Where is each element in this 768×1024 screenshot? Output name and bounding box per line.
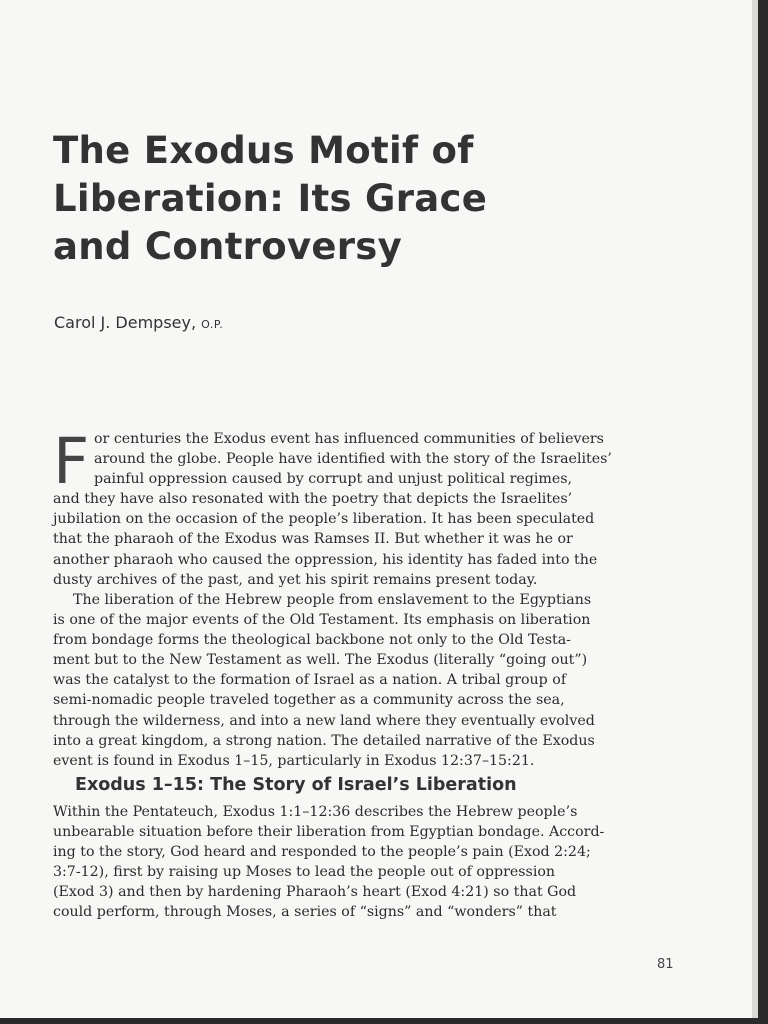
text-line: into a great kingdom, a strong nation. The detailed narrative of the Exodus — [53, 732, 595, 749]
text-line: through the wilderness, and into a new land where they eventually evolved — [53, 712, 595, 729]
paragraph-intro — [53, 425, 612, 590]
text-line: or centuries the Exodus event has influenced communities of believers — [94, 431, 604, 447]
text-line: jubilation on the occasion of the people’s liberation. It has been speculated — [53, 511, 595, 528]
title-line: Liberation: Its Grace — [53, 177, 488, 220]
text-line: ing to the story, God heard and responded to the people’s pain (Exod 2:24; — [53, 844, 591, 861]
text-line: semi-nomadic people traveled together as a community across the sea, — [53, 692, 565, 709]
author-name: Carol J. Dempsey, — [54, 313, 197, 332]
text-line: The liberation of the Hebrew people from enslavement to the Egyptians — [73, 592, 592, 608]
paragraph-pentateuch — [53, 802, 604, 923]
text-line: was the catalyst to the formation of Israel as a nation. A tribal group of — [53, 672, 567, 689]
text-line: 3:7-12), first by raising up Moses to lead the people out of oppression — [53, 864, 556, 881]
article-title — [53, 127, 613, 271]
title-line: The Exodus Motif of — [53, 129, 474, 172]
text-line: painful oppression caused by corrupt and unjust political regimes, — [94, 471, 573, 488]
drop-cap: F — [53, 425, 90, 498]
author-byline — [54, 313, 223, 332]
text-line: and they have also resonated with the poetry that depicts the Israelites’ — [53, 491, 573, 508]
text-line: event is found in Exodus 1–15, particularly in Exodus 12:37–15:21. — [53, 752, 535, 769]
text-line: is one of the major events of the Old Testament. Its emphasis on liberation — [53, 612, 591, 629]
text-line: from bondage forms the theological backbone not only to the Old Testa- — [53, 632, 571, 649]
section-heading: Exodus 1–15: The Story of Israel’s Liberation — [75, 775, 517, 795]
text-line: another pharaoh who caused the oppression, his identity has faded into the — [53, 551, 598, 568]
text-line: (Exod 3) and then by hardening Pharaoh’s heart (Exod 4:21) so that God — [53, 884, 577, 901]
text-line: dusty archives of the past, and yet his spirit remains present today. — [53, 571, 538, 588]
author-religious-order: O.P. — [201, 318, 224, 331]
page-number: 81 — [657, 957, 674, 972]
text-line: Within the Pentateuch, Exodus 1:1–12:36 describes the Hebrew people’s — [53, 804, 578, 820]
text-line: could perform, through Moses, a series of “signs” and “wonders” that — [53, 904, 557, 921]
text-line: unbearable situation before their liberation from Egyptian bondage. Accord- — [53, 824, 605, 841]
text-line: around the globe. People have identified with the story of the Israelites’ — [94, 451, 612, 468]
text-line: that the pharaoh of the Exodus was Ramses II. But whether it was he or — [53, 531, 573, 548]
text-line: ment but to the New Testament as well. The Exodus (literally “going out”) — [53, 652, 588, 669]
title-line: and Controversy — [53, 225, 403, 268]
paragraph-liberation — [53, 590, 595, 771]
